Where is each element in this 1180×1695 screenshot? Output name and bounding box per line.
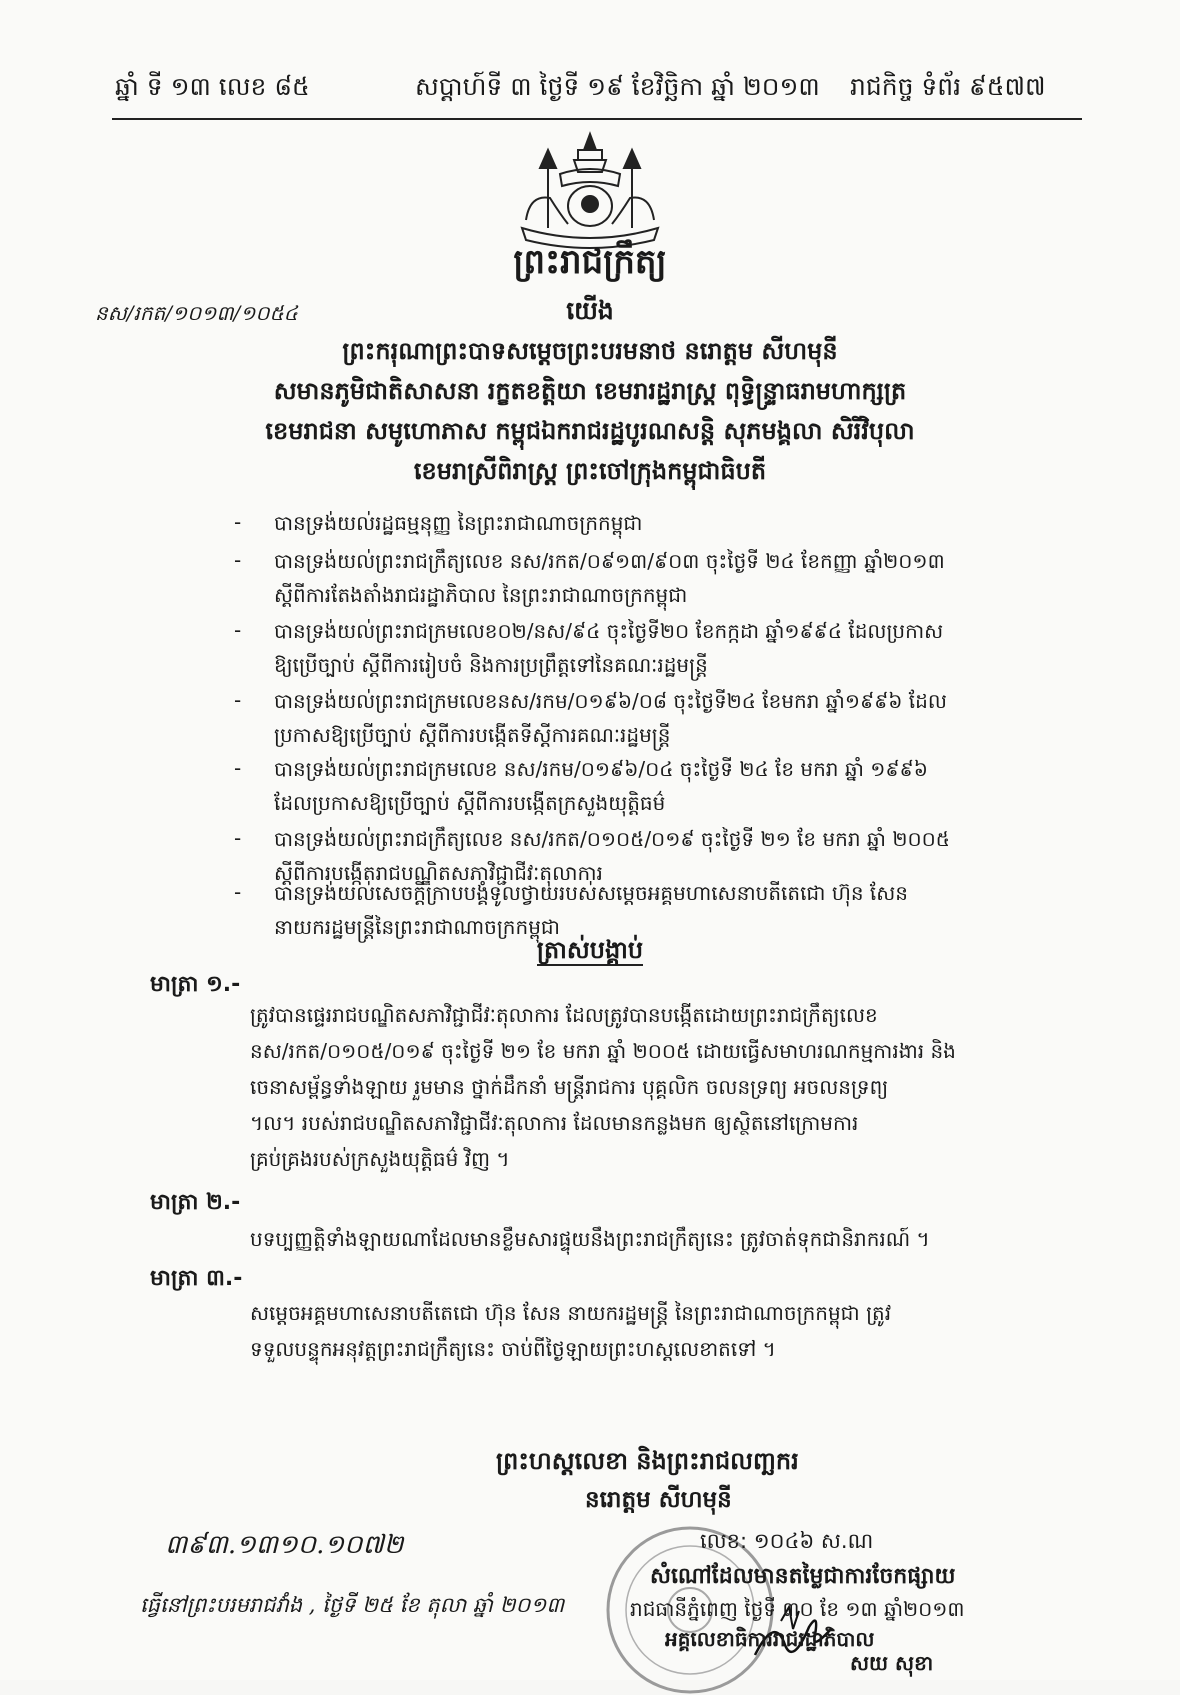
gazette-year-issue: ឆ្នាំ ទី ១៣ លេខ ៨៥	[115, 72, 310, 101]
certification-number: លេខ: ១០៤៦ ស.ណ	[700, 1529, 874, 1553]
article-label: មាត្រា ២.-	[150, 1190, 241, 1215]
article-label: មាត្រា ៣.-	[150, 1266, 243, 1291]
article-text-line: នស/រកត/០១០៥/០១៩ ចុះថ្ងៃទី ២១ ខែ មករា ឆ្នាំ ២០០៥ ដោយធ្វើសមាហរណកម្មការងារ និង	[250, 1039, 956, 1063]
certification-line: រាជធានីភ្នំពេញ ថ្ងៃទី ៣០ ខែ ១៣ ឆ្នាំ២០១៣	[630, 1597, 965, 1621]
signature-name: នរោត្តម សីហមុនី	[585, 1487, 732, 1513]
decides-heading: ត្រាស់បង្គាប់	[536, 936, 644, 964]
document-page: ឆ្នាំ ទី ១៣ លេខ ៨៥ សប្តាហ៍ទី ៣ ថ្ងៃទី ១៩ ខែវិច្ឆិកា ឆ្នាំ ២០១៣ រាជកិច្ច ទំព័រ ៩៥៧៧ ព្រះរាជក្រឹត្យ នស/រកត/១០១៣/១០៥៤ យើង ព្រះករុណាព្រះបាទសម្តេចព្រះបរមនាថ នរោត្តម សីហមុនី សមានភូមិជាតិសាសនា រក្ខតខត្តិយា ខេមរារដ្ឋរាស្ត្រ ពុទ្ធិន្ទ្រាធរាមហាក្សត្រ ខេមរាជនា សមូហោភាស កម្ពុជឯករាជរដ្ឋបូរណសន្តិ សុភមង្គលា សិរីវិបុលា ខេមរាស្រីពិរាស្ត្រ ព្រះចៅក្រុងកម្ពុជាធិបតី - បានទ្រង់យល់រដ្ឋធម្មនុញ្ញ នៃព្រះរាជាណាចក្រកម្ពុជា - បានទ្រង់យល់ព្រះរាជក្រឹត្យលេខ នស/រកត/០៩១៣/៩០៣ ចុះថ្ងៃទី ២៤ ខែកញ្ញា ឆ្នាំ២០១៣ ស្តីពីការតែងតាំងរាជរដ្ឋាភិបាល នៃព្រះរាជាណាចក្រកម្ពុជា - បានទ្រង់យល់ព្រះរាជក្រមលេខ០២/នស/៩៤ ចុះថ្ងៃទី២០ ខែកក្កដា ឆ្នាំ១៩៩៤ ដែលប្រកាស ឱ្យប្រើច្បាប់ ស្តីពីការរៀបចំ និងការប្រព្រឹត្តទៅនៃគណៈរដ្ឋមន្ត្រី - បានទ្រង់យល់ព្រះរាជក្រមលេខនស/រកម/០១៩៦/០៨ ចុះថ្ងៃទី២៤ ខែមករា ឆ្នាំ១៩៩៦ ដែល ប្រកាសឱ្យប្រើច្បាប់ ស្តីពីការបង្កើតទីស្តីការគណៈរដ្ឋមន្ត្រី - បានទ្រង់យល់ព្រះរាជក្រមលេខ នស/រកម/០១៩៦/០៤ ចុះថ្ងៃទី ២៤ ខែ មករា ឆ្នាំ ១៩៩៦ ដែលប្រកាសឱ្យប្រើច្បាប់ ស្តីពីការបង្កើតក្រសួងយុត្តិធម៌ - បានទ្រង់យល់ព្រះរាជក្រឹត្យលេខ នស/រកត/០១០៥/០១៩ ចុះថ្ងៃទី ២១ ខែ មករា ឆ្នាំ ២០០៥ ស្តីពីការបង្កើតរាជបណ្ឌិតសភាវិជ្ជាជីវៈតុលាការ - បានទ្រង់យល់សេចក្តីក្រាបបង្គំទូលថ្វាយរបស់សម្តេចអគ្គមហាសេនាបតីតេជោ ហ៊ុន សែន នាយករដ្ឋមន្ត្រីនៃព្រះរាជាណាចក្រកម្ពុជា ត្រាស់បង្គាប់ មាត្រា ១.- ត្រូវបានផ្ទេររាជបណ្ឌិតសភាវិជ្ជាជីវៈតុលាការ ដែលត្រូវបានបង្កើតដោយព្រះរាជក្រឹត្យលេខ នស/រកត/០១០៥/០១៩ ចុះថ្ងៃទី ២១ ខែ មករា ឆ្នាំ ២០០៥ ដោយធ្វើសមាហរណកម្មការងារ និង ចេនាសម្ព័ន្ធទាំងឡាយ រួមមាន ថ្នាក់ដឹកនាំ មន្ត្រីរាជការ បុគ្គលិក ចលនទ្រព្យ អចលនទ្រព្យ ។ល។ របស់រាជបណ្ឌិតសភាវិជ្ជាជីវៈតុលាការ ដែលមានកន្លងមក ឲ្យស្ថិតនៅក្រោមការ គ្រប់គ្រងរបស់ក្រសួងយុត្តិធម៌ វិញ ។ មាត្រា ២.- បទប្បញ្ញត្តិទាំងឡាយណាដែលមានខ្លឹមសារផ្ទុយនឹងព្រះរាជក្រឹត្យនេះ ត្រូវចាត់ទុកជានិរាករណ៍ ។ មាត្រា ៣.- សម្តេចអគ្គមហាសេនាបតីតេជោ ហ៊ុន សែន នាយករដ្ឋមន្ត្រី នៃព្រះរាជាណាចក្រកម្ពុជា ត្រូវ ទទួលបន្ទុកអនុវត្តព្រះរាជក្រឹត្យនេះ ចាប់ពីថ្ងៃឡាយព្រះហស្តលេខាតទៅ ។ ព្រះហស្តលេខា និងព្រះរាជលញ្ឆករ នរោត្តម សីហមុនី ៣៩៣.១៣១០.១០៧២ លេខ: ១០៤៦ ស.ណ សំណៅដែលមានតម្លៃជាការចែកផ្សាយ រាជធានីភ្នំពេញ ថ្ងៃទី ៣០ ខែ ១៣ ឆ្នាំ២០១៣ អគ្គលេខាធិការរាជរដ្ឋាភិបាល សយ សុខា ធ្វើនៅព្រះបរមរាជវាំង , ថ្ងៃទី ២៥ ខែ តុលា ឆ្នាំ ២០១៣	[0, 0, 1180, 1680]
king-title-line: ខេមរាជនា សមូហោភាស កម្ពុជឯករាជរដ្ឋបូរណសន្តិ សុភមង្គលា សិរីវិបុលា	[265, 417, 915, 445]
king-title-line: សមានភូមិជាតិសាសនា រក្ខតខត្តិយា ខេមរារដ្ឋរាស្ត្រ ពុទ្ធិន្ទ្រាធរាមហាក្សត្រ	[273, 377, 907, 405]
handwritten-ref: ៣៩៣.១៣១០.១០៧២	[165, 1530, 404, 1560]
king-title-line: ខេមរាស្រីពិរាស្ត្រ ព្រះចៅក្រុងកម្ពុជាធិបតី	[413, 457, 767, 485]
article-text-line: សម្តេចអគ្គមហាសេនាបតីតេជោ ហ៊ុន សែន នាយករដ្ឋមន្ត្រី នៃព្រះរាជាណាចក្រកម្ពុជា ត្រូវ	[250, 1301, 892, 1325]
signed-at: ធ្វើនៅព្រះបរមរាជវាំង , ថ្ងៃទី ២៥ ខែ តុលា ឆ្នាំ ២០១៣	[140, 1593, 565, 1617]
king-title-line: ព្រះករុណាព្រះបាទសម្តេចព្រះបរមនាថ នរោត្តម សីហមុនី	[342, 337, 838, 365]
signature-title: ព្រះហស្តលេខា និងព្រះរាជលញ្ឆករ	[496, 1447, 799, 1475]
gazette-date: សប្តាហ៍ទី ៣ ថ្ងៃទី ១៩ ខែវិច្ឆិកា ឆ្នាំ ២០១៣	[415, 72, 820, 101]
royal-emblem-icon	[490, 128, 690, 252]
article-text-line: ចេនាសម្ព័ន្ធទាំងឡាយ រួមមាន ថ្នាក់ដឹកនាំ មន្ត្រីរាជការ បុគ្គលិក ចលនទ្រព្យ អចលនទ្រព្យ	[250, 1075, 889, 1099]
certification-line: អគ្គលេខាធិការរាជរដ្ឋាភិបាល	[665, 1627, 875, 1651]
article-text-line: ត្រូវបានផ្ទេររាជបណ្ឌិតសភាវិជ្ជាជីវៈតុលាការ ដែលត្រូវបានបង្កើតដោយព្រះរាជក្រឹត្យលេខ	[250, 1003, 878, 1027]
article-text-line: ទទួលបន្ទុកអនុវត្តព្រះរាជក្រឹត្យនេះ ចាប់ពីថ្ងៃឡាយព្រះហស្តលេខាតទៅ ។	[250, 1337, 776, 1361]
decree-ref-number: នស/រកត/១០១៣/១០៥៤	[95, 301, 298, 325]
gazette-page: រាជកិច្ច ទំព័រ ៩៥៧៧	[850, 72, 1046, 101]
article-label: មាត្រា ១.-	[150, 972, 241, 997]
certification-signer: សយ សុខា	[850, 1651, 934, 1675]
decree-we: យើង	[566, 296, 614, 325]
decree-title: ព្រះរាជក្រឹត្យ	[513, 242, 667, 282]
article-text-line: គ្រប់គ្រងរបស់ក្រសួងយុត្តិធម៌ វិញ ។	[250, 1147, 510, 1171]
article-text-line: ។ល។ របស់រាជបណ្ឌិតសភាវិជ្ជាជីវៈតុលាការ ដែលមានកន្លងមក ឲ្យស្ថិតនៅក្រោមការ	[250, 1111, 859, 1135]
header-rule	[112, 118, 1082, 120]
article-text-line: បទប្បញ្ញត្តិទាំងឡាយណាដែលមានខ្លឹមសារផ្ទុយនឹងព្រះរាជក្រឹត្យនេះ ត្រូវចាត់ទុកជានិរាករណ៍ ។	[250, 1227, 930, 1251]
certification-line: សំណៅដែលមានតម្លៃជាការចែកផ្សាយ	[650, 1564, 956, 1589]
